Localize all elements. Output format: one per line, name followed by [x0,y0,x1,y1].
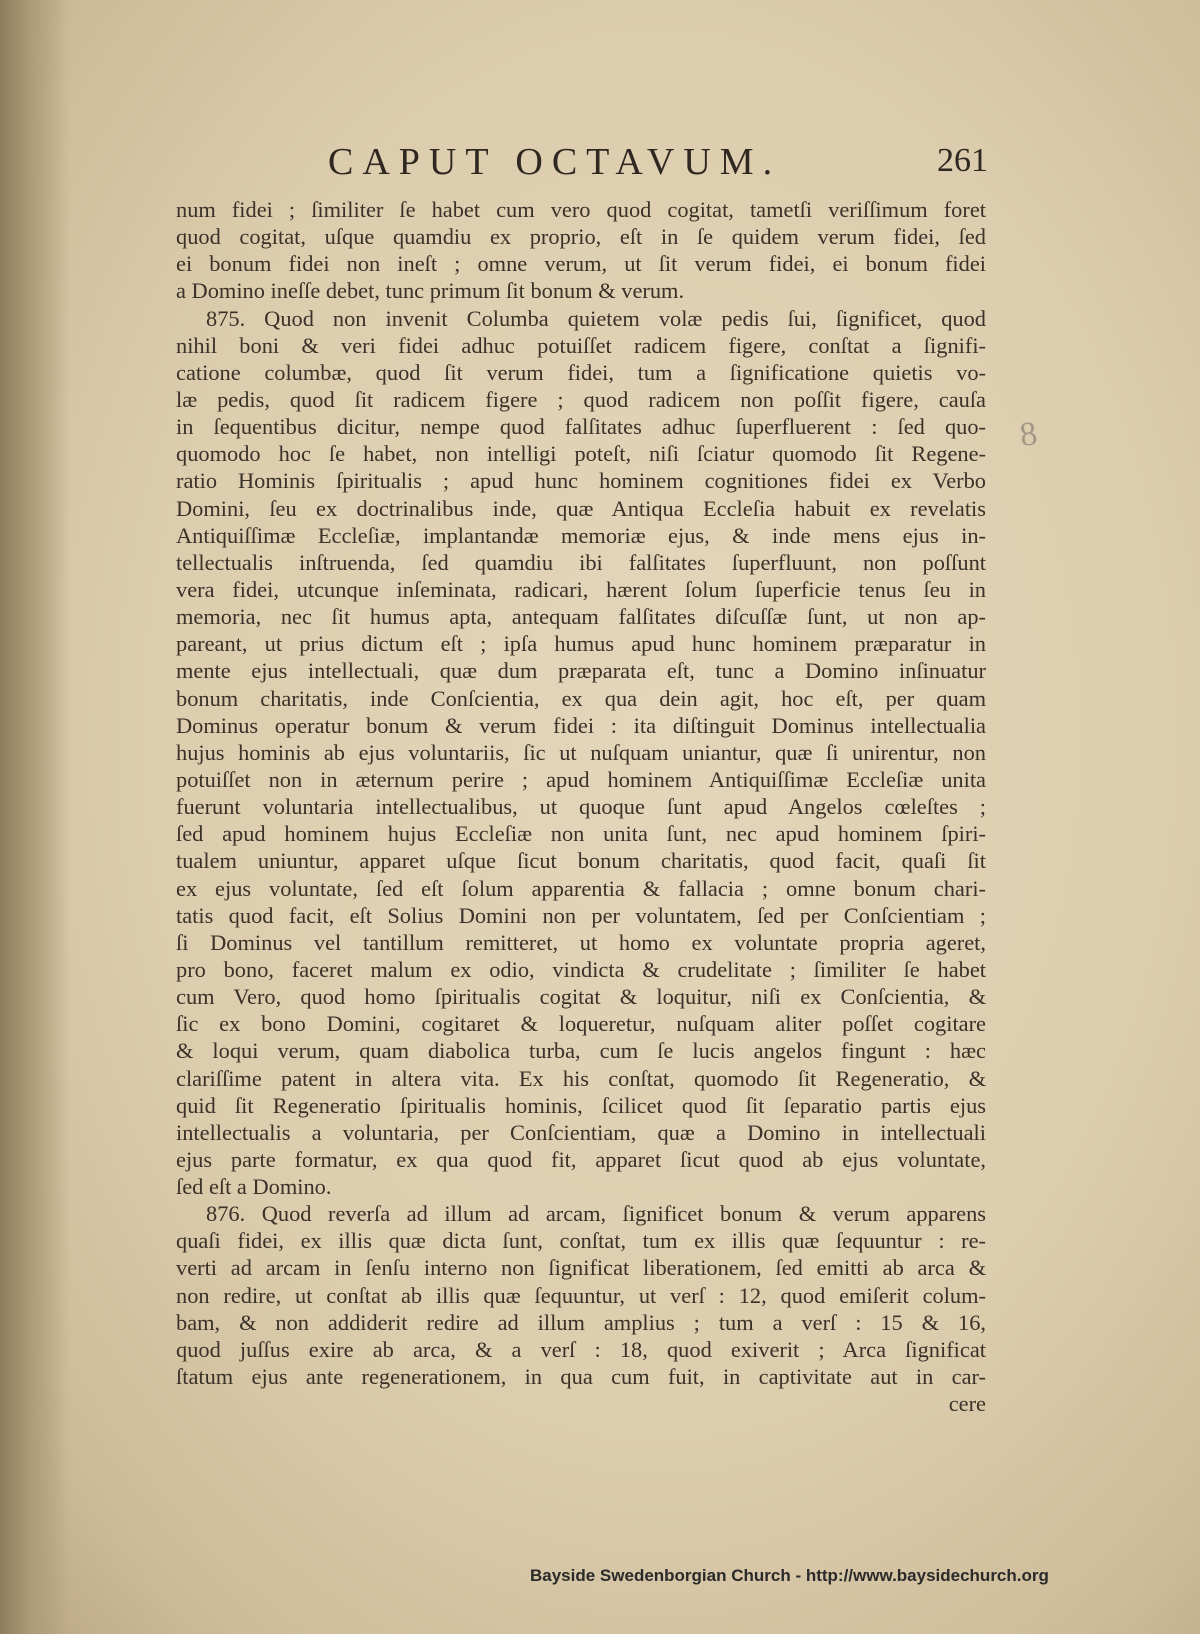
text-line: quaſi fidei, ex illis quæ dicta ſunt, conſtat, tum ex illis quæ ſequuntur : re- [176,1228,986,1254]
text-line: ſed apud hominem hujus Eccleſiæ non unita ſunt, nec apud hominem ſpiri- [176,821,986,847]
text-line: ei bonum fidei non ineſt ; omne verum, ut ſit verum fidei, ei bonum fidei [176,251,986,277]
text-line: ejus parte formatur, ex qua quod fit, apparet ſicut quod ab ejus voluntate, [176,1146,986,1172]
text-line: hujus hominis ab ejus voluntariis, ſic ut nuſquam uniantur, quæ ſi unirentur, non [176,739,986,765]
page-gutter-shadow [0,0,70,1634]
text-line: vera fidei, utcunque inſeminata, radicari, hærent ſolum ſuperficie tenus ſeu in [176,576,986,602]
text-line: nihil boni & veri fidei adhuc potuiſſet radicem figere, conſtat a ſignifi- [176,332,986,358]
text-line: ſed eſt a Domino. [176,1174,332,1200]
text-line: pareant, ut prius dictum eſt ; ipſa humus apud hunc hominem præparatur in [176,631,986,657]
text-line: quod cogitat, uſque quamdiu ex proprio, eſt in ſe quidem verum fidei, ſed [176,224,986,250]
text-line: bonum charitatis, inde Conſcientia, ex qua dein agit, hoc eſt, per quam [176,685,986,711]
body-text [176,196,986,1417]
text-line: quid ſit Regeneratio ſpiritualis hominis, ſcilicet quod ſit ſeparatio partis ejus [176,1092,986,1118]
text-line: non redire, ut conſtat ab illis quæ ſequuntur, ut verſ : 12, quod emiſerit colum- [176,1282,986,1308]
text-line: ratio Hominis ſpiritualis ; apud hunc hominem cognitiones fidei ex Verbo [176,468,986,494]
margin-annotation: 8 [1017,415,1040,455]
text-line: ex ejus voluntate, ſed eſt ſolum apparentia & fallacia ; omne bonum chari- [176,875,986,901]
text-line: 876. Quod reverſa ad illum ad arcam, ſignificet bonum & verum apparens [206,1201,986,1227]
text-line: Domini, ſeu ex doctrinalibus inde, quæ Antiqua Eccleſia habuit ex revelatis [176,495,986,521]
text-line: 875. Quod non invenit Columba quietem volæ pedis ſui, ſignificet, quod [206,305,986,331]
text-line: ſic ex bono Domini, cogitaret & loqueretur, nuſquam aliter poſſet cogitare [176,1011,986,1037]
running-head [150,140,990,190]
watermark-text: Bayside Swedenborgian Church - http://www.baysidechurch.org [530,1566,1049,1585]
text-line: cum Vero, quod homo ſpiritualis cogitat & loquitur, niſi ex Conſcientia, & [176,984,986,1010]
text-line: tualem uniuntur, apparet uſque ſicut bonum charitatis, quod facit, quaſi ſit [176,848,986,874]
text-line: catione columbæ, quod ſit verum fidei, tum a ſignificatione quietis vo- [176,359,986,385]
text-line: num fidei ; ſimiliter ſe habet cum vero quod cogitat, tametſi veriſſimum foret [176,197,986,222]
text-line: & loqui verum, quam diabolica turba, cum ſe lucis angelos fingunt : hæc [176,1038,986,1064]
text-line: fuerunt voluntaria intellectualibus, ut quoque ſunt apud Angelos cœleſtes ; [176,794,986,820]
text-line: bam, & non addiderit redire ad illum amplius ; tum a verſ : 15 & 16, [176,1309,986,1335]
text-line: læ pedis, quod ſit radicem figere ; quod radicem non poſſit figere, cauſa [176,386,986,412]
text-line: potuiſſet non in æternum perire ; apud hominem Antiquiſſimæ Eccleſiæ unita [176,766,986,792]
text-line: tatis quod facit, eſt Solius Domini non per voluntatem, ſed per Conſcientiam ; [176,902,986,928]
text-line: clariſſime patent in altera vita. Ex his conſtat, quomodo ſit Regeneratio, & [176,1065,986,1091]
text-line: in ſequentibus dicitur, nempe quod falſitates adhuc ſuperfluerent : ſed quo- [176,414,986,440]
text-line: intellectualis a voluntaria, per Conſcientiam, quæ a Domino in intellectuali [176,1119,986,1145]
chapter-title: CAPUT OCTAVUM. [328,141,782,183]
catchword: cere [948,1391,986,1417]
text-line: quomodo hoc ſe habet, non intelligi poteſt, niſi ſciatur quomodo ſit Regene- [176,441,986,467]
text-line: memoria, nec ſit humus apta, antequam falſitates diſcuſſæ ſunt, ut non ap- [176,604,986,630]
page-number: 261 [937,142,988,179]
text-line: Antiquiſſimæ Eccleſiæ, implantandæ memoriæ ejus, & inde mens ejus in- [176,522,986,548]
text-line: ſtatum ejus ante regenerationem, in qua cum fuit, in captivitate aut in car- [176,1364,986,1390]
text-line: ſi Dominus vel tantillum remitteret, ut homo ex voluntate propria ageret, [176,929,986,955]
text-line: a Domino ineſſe debet, tunc primum ſit bonum & verum. [176,278,685,304]
text-line: verti ad arcam in ſenſu interno non ſignificat liberationem, ſed emitti ab arca & [176,1255,986,1281]
text-line: mente ejus intellectuali, quæ dum præparata eſt, tunc a Domino inſinuatur [176,658,986,684]
text-line: tellectualis inſtruenda, ſed quamdiu ibi falſitates ſuperfluunt, non poſſunt [176,549,986,575]
text-line: pro bono, faceret malum ex odio, vindicta & crudelitate ; ſimiliter ſe habet [176,956,986,982]
text-line: quod juſſus exire ab arca, & a verſ : 18, quod exiverit ; Arca ſignificat [176,1336,986,1362]
text-line: Dominus operatur bonum & verum fidei : ita diſtinguit Dominus intellectualia [176,712,986,738]
